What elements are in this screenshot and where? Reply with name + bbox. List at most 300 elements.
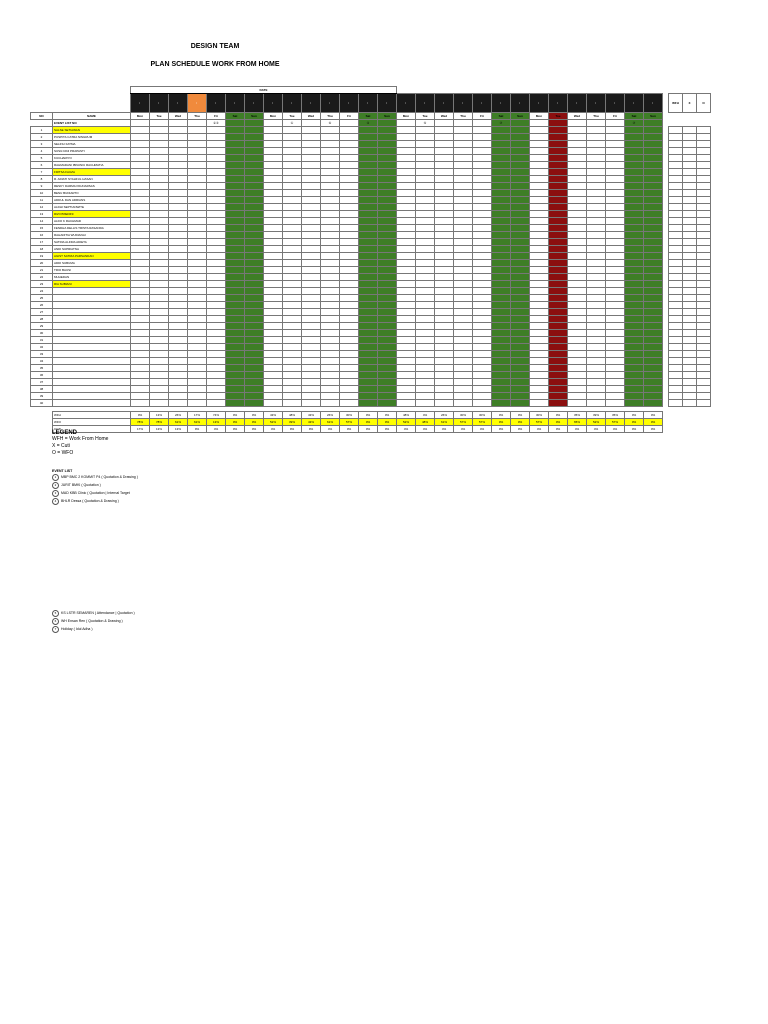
schedule-cell <box>473 141 492 148</box>
schedule-cell <box>207 267 226 274</box>
schedule-cell <box>511 281 530 288</box>
schedule-cell <box>321 288 340 295</box>
stat-cell <box>669 211 683 218</box>
table-cell <box>663 419 711 426</box>
schedule-cell <box>511 218 530 225</box>
stat-cell <box>669 141 683 148</box>
schedule-cell <box>378 358 397 365</box>
schedule-cell <box>359 358 378 365</box>
schedule-cell <box>245 316 264 323</box>
schedule-cell <box>245 323 264 330</box>
schedule-cell <box>511 295 530 302</box>
schedule-cell <box>473 295 492 302</box>
schedule-cell <box>131 365 150 372</box>
schedule-cell <box>169 344 188 351</box>
schedule-cell <box>530 134 549 141</box>
summary-cell: 74% <box>207 412 226 419</box>
summary-cell: 52% <box>264 419 283 426</box>
schedule-cell <box>359 253 378 260</box>
schedule-cell <box>245 211 264 218</box>
schedule-cell <box>568 176 587 183</box>
schedule-cell <box>302 337 321 344</box>
schedule-cell <box>397 141 416 148</box>
schedule-cell <box>473 204 492 211</box>
date-cell: • <box>644 94 663 113</box>
schedule-cell <box>549 232 568 239</box>
schedule-cell <box>283 239 302 246</box>
row-name: FIRTSA FAUZA <box>53 169 131 176</box>
schedule-cell <box>378 267 397 274</box>
schedule-cell <box>568 295 587 302</box>
summary-cell: 57% <box>473 419 492 426</box>
schedule-cell <box>625 211 644 218</box>
event-list-item <box>52 473 138 481</box>
schedule-cell <box>302 358 321 365</box>
date-header-row <box>31 87 711 94</box>
schedule-cell <box>283 358 302 365</box>
row-number: 20 <box>31 260 53 267</box>
schedule-cell <box>150 155 169 162</box>
event-list-item <box>52 617 138 625</box>
schedule-cell <box>188 316 207 323</box>
event-mark-cell: ⑦ <box>625 120 644 127</box>
schedule-cell <box>625 400 644 407</box>
stat-cell <box>683 309 697 316</box>
schedule-cell <box>530 386 549 393</box>
date-cell: • <box>587 94 606 113</box>
schedule-cell <box>454 281 473 288</box>
schedule-cell <box>492 162 511 169</box>
schedule-cell <box>435 344 454 351</box>
schedule-cell <box>416 190 435 197</box>
schedule-cell <box>283 127 302 134</box>
schedule-cell <box>454 162 473 169</box>
schedule-cell <box>587 162 606 169</box>
schedule-cell <box>644 288 663 295</box>
schedule-cell <box>397 183 416 190</box>
schedule-cell <box>226 246 245 253</box>
schedule-cell <box>606 372 625 379</box>
day-name-cell: Thu <box>454 113 473 120</box>
event-mark-cell <box>606 120 625 127</box>
schedule-cell <box>340 344 359 351</box>
schedule-cell <box>245 134 264 141</box>
schedule-cell <box>454 393 473 400</box>
schedule-cell <box>625 127 644 134</box>
date-cell: • <box>226 94 245 113</box>
schedule-cell <box>492 246 511 253</box>
schedule-cell <box>435 232 454 239</box>
schedule-cell <box>245 351 264 358</box>
schedule-cell <box>321 309 340 316</box>
schedule-cell <box>644 337 663 344</box>
schedule-cell <box>435 330 454 337</box>
schedule-cell <box>625 393 644 400</box>
schedule-cell <box>302 169 321 176</box>
stat-cell <box>669 365 683 372</box>
schedule-cell <box>530 141 549 148</box>
schedule-cell <box>226 225 245 232</box>
schedule-cell <box>359 190 378 197</box>
schedule-cell <box>321 316 340 323</box>
schedule-cell <box>549 274 568 281</box>
schedule-cell <box>378 225 397 232</box>
schedule-cell <box>549 141 568 148</box>
day-name-cell: Thu <box>321 113 340 120</box>
summary-row-wfo <box>31 419 711 426</box>
day-name-cell: Wed <box>302 113 321 120</box>
schedule-cell <box>492 190 511 197</box>
date-cell: • <box>511 94 530 113</box>
schedule-cell <box>150 183 169 190</box>
schedule-cell <box>530 197 549 204</box>
schedule-cell <box>169 253 188 260</box>
schedule-cell <box>416 246 435 253</box>
schedule-cell <box>340 197 359 204</box>
summary-cell: 78% <box>150 419 169 426</box>
schedule-cell <box>416 274 435 281</box>
schedule-cell <box>283 232 302 239</box>
schedule-cell <box>283 225 302 232</box>
event-mark-cell <box>264 120 283 127</box>
table-row <box>31 274 711 281</box>
schedule-cell <box>378 141 397 148</box>
schedule-cell <box>416 141 435 148</box>
date-cell: • <box>530 94 549 113</box>
legend-item: O = WFO <box>52 450 74 456</box>
schedule-cell <box>587 148 606 155</box>
schedule-cell <box>226 155 245 162</box>
summary-cell: 61% <box>321 419 340 426</box>
row-name: R. ADIATI SYAHFUL HASAN <box>53 176 131 183</box>
schedule-cell <box>644 365 663 372</box>
schedule-cell <box>150 148 169 155</box>
schedule-cell <box>378 281 397 288</box>
row-name: RESKY DARMA PAUNARSAS <box>53 183 131 190</box>
schedule-cell <box>359 393 378 400</box>
schedule-cell <box>283 288 302 295</box>
stat-cell <box>683 239 697 246</box>
schedule-cell <box>530 246 549 253</box>
schedule-cell <box>511 351 530 358</box>
schedule-cell <box>644 323 663 330</box>
schedule-cell <box>169 155 188 162</box>
schedule-cell <box>492 281 511 288</box>
schedule-cell <box>606 323 625 330</box>
schedule-cell <box>245 183 264 190</box>
summary-cell: 0% <box>549 419 568 426</box>
event-mark-cell <box>340 120 359 127</box>
schedule-cell <box>207 372 226 379</box>
schedule-cell <box>435 127 454 134</box>
schedule-cell <box>416 309 435 316</box>
schedule-cell <box>644 225 663 232</box>
schedule-cell <box>150 372 169 379</box>
circle-number-icon: 3 <box>52 490 59 497</box>
stat-cell <box>669 197 683 204</box>
schedule-cell <box>207 155 226 162</box>
schedule-cell <box>207 162 226 169</box>
table-row <box>31 267 711 274</box>
stat-cell <box>697 344 711 351</box>
summary-cell: 13% <box>150 412 169 419</box>
schedule-cell <box>397 260 416 267</box>
stat-cell <box>683 330 697 337</box>
row-name: BENU BUDIARTO <box>53 190 131 197</box>
schedule-cell <box>359 288 378 295</box>
schedule-cell <box>321 218 340 225</box>
stat-cell <box>669 239 683 246</box>
schedule-cell <box>492 260 511 267</box>
schedule-cell <box>416 316 435 323</box>
schedule-cell <box>644 386 663 393</box>
schedule-cell <box>321 148 340 155</box>
row-number: 23 <box>31 281 53 288</box>
stat-cell <box>669 176 683 183</box>
summary-cell: 4% <box>416 426 435 433</box>
schedule-cell <box>359 400 378 407</box>
stat-cell <box>683 176 697 183</box>
circle-number-icon: 2 <box>52 482 59 489</box>
schedule-cell <box>131 302 150 309</box>
table-row-empty <box>31 386 711 393</box>
schedule-cell <box>606 295 625 302</box>
schedule-cell <box>644 253 663 260</box>
table-cell <box>669 120 683 127</box>
schedule-cell <box>150 274 169 281</box>
schedule-cell <box>454 204 473 211</box>
schedule-cell <box>568 211 587 218</box>
event-mark-cell <box>587 120 606 127</box>
schedule-cell <box>264 393 283 400</box>
schedule-cell <box>321 295 340 302</box>
schedule-cell <box>473 393 492 400</box>
schedule-cell <box>625 176 644 183</box>
event-mark-cell <box>188 120 207 127</box>
schedule-cell <box>188 239 207 246</box>
schedule-cell <box>397 253 416 260</box>
schedule-cell <box>188 127 207 134</box>
schedule-cell <box>245 218 264 225</box>
schedule-cell <box>321 400 340 407</box>
schedule-cell <box>644 239 663 246</box>
schedule-cell <box>131 197 150 204</box>
row-number: 28 <box>31 316 53 323</box>
schedule-cell <box>283 330 302 337</box>
schedule-cell <box>492 295 511 302</box>
day-name-cell: Wed <box>568 113 587 120</box>
summary-cell: 0% <box>625 412 644 419</box>
schedule-cell <box>302 316 321 323</box>
schedule-cell <box>568 246 587 253</box>
schedule-cell <box>226 218 245 225</box>
schedule-cell <box>150 162 169 169</box>
schedule-cell <box>169 176 188 183</box>
day-name-cell: Sun <box>378 113 397 120</box>
schedule-cell <box>226 162 245 169</box>
schedule-cell <box>454 141 473 148</box>
schedule-cell <box>245 169 264 176</box>
schedule-cell <box>245 141 264 148</box>
schedule-cell <box>416 169 435 176</box>
table-row <box>31 260 711 267</box>
schedule-cell <box>340 134 359 141</box>
stat-cell <box>669 204 683 211</box>
schedule-cell <box>435 183 454 190</box>
schedule-cell <box>321 386 340 393</box>
schedule-cell <box>606 302 625 309</box>
schedule-cell <box>378 232 397 239</box>
schedule-cell <box>568 204 587 211</box>
event-mark-cell: ① <box>283 120 302 127</box>
schedule-cell <box>245 197 264 204</box>
stat-cell <box>669 225 683 232</box>
stat-cell <box>669 295 683 302</box>
schedule-cell <box>264 323 283 330</box>
schedule-cell <box>245 337 264 344</box>
stat-header-x: X <box>683 94 697 113</box>
schedule-cell <box>264 204 283 211</box>
schedule-cell <box>644 344 663 351</box>
row-name <box>53 358 131 365</box>
row-name <box>53 330 131 337</box>
schedule-cell <box>435 281 454 288</box>
schedule-cell <box>644 309 663 316</box>
row-name <box>53 379 131 386</box>
table-cell <box>663 426 711 433</box>
day-name-cell: Fri <box>473 113 492 120</box>
schedule-cell <box>359 176 378 183</box>
schedule-cell <box>492 351 511 358</box>
schedule-cell <box>302 155 321 162</box>
schedule-cell <box>416 183 435 190</box>
summary-cell: 0% <box>549 426 568 433</box>
schedule-cell <box>644 358 663 365</box>
table-cell <box>31 426 53 433</box>
schedule-cell <box>302 239 321 246</box>
schedule-cell <box>454 169 473 176</box>
stat-cell <box>683 281 697 288</box>
schedule-cell <box>245 190 264 197</box>
schedule-cell <box>568 141 587 148</box>
schedule-cell <box>264 274 283 281</box>
schedule-cell <box>245 162 264 169</box>
schedule-cell <box>454 365 473 372</box>
schedule-cell <box>568 253 587 260</box>
schedule-cell <box>416 351 435 358</box>
schedule-cell <box>397 386 416 393</box>
schedule-cell <box>283 337 302 344</box>
row-number: 19 <box>31 253 53 260</box>
schedule-cell <box>378 302 397 309</box>
schedule-cell <box>378 155 397 162</box>
schedule-cell <box>226 372 245 379</box>
row-number: 9 <box>31 183 53 190</box>
row-name: PUSPITA CATRA NINGRUM <box>53 134 131 141</box>
stat-cell <box>683 372 697 379</box>
schedule-cell <box>454 274 473 281</box>
schedule-cell <box>473 211 492 218</box>
schedule-cell <box>606 239 625 246</box>
summary-cell: 26% <box>169 412 188 419</box>
event-mark-cell <box>435 120 454 127</box>
summary-cell: 4% <box>397 426 416 433</box>
schedule-cell <box>264 239 283 246</box>
stat-cell <box>669 134 683 141</box>
schedule-cell <box>416 155 435 162</box>
schedule-cell <box>587 330 606 337</box>
schedule-cell <box>169 183 188 190</box>
stat-cell <box>697 386 711 393</box>
schedule-cell <box>283 183 302 190</box>
summary-label: WFH <box>53 412 131 419</box>
schedule-cell <box>226 379 245 386</box>
schedule-cell <box>340 309 359 316</box>
schedule-cell <box>549 351 568 358</box>
schedule-cell <box>549 176 568 183</box>
summary-cell: 61% <box>188 419 207 426</box>
schedule-cell <box>606 155 625 162</box>
schedule-cell <box>188 211 207 218</box>
schedule-cell <box>568 386 587 393</box>
schedule-cell <box>530 281 549 288</box>
schedule-cell <box>321 337 340 344</box>
stat-cell <box>669 372 683 379</box>
stat-cell <box>669 309 683 316</box>
schedule-cell <box>511 246 530 253</box>
schedule-cell <box>264 337 283 344</box>
schedule-cell <box>454 302 473 309</box>
stat-cell <box>683 169 697 176</box>
schedule-cell <box>321 239 340 246</box>
schedule-cell <box>188 386 207 393</box>
summary-cell: 0% <box>511 419 530 426</box>
schedule-cell <box>625 281 644 288</box>
schedule-cell <box>283 260 302 267</box>
table-row-empty <box>31 288 711 295</box>
schedule-cell <box>530 316 549 323</box>
schedule-cell <box>492 148 511 155</box>
schedule-cell <box>207 351 226 358</box>
schedule-cell <box>283 365 302 372</box>
stat-cell <box>683 323 697 330</box>
schedule-cell <box>511 176 530 183</box>
schedule-cell <box>321 344 340 351</box>
schedule-cell <box>226 211 245 218</box>
schedule-cell <box>397 372 416 379</box>
row-number: 3 <box>31 141 53 148</box>
schedule-cell <box>511 393 530 400</box>
row-name <box>53 344 131 351</box>
schedule-cell <box>511 183 530 190</box>
schedule-cell <box>454 344 473 351</box>
schedule-cell <box>207 190 226 197</box>
schedule-cell <box>169 330 188 337</box>
stat-cell <box>669 323 683 330</box>
row-name <box>53 309 131 316</box>
stat-cell <box>683 344 697 351</box>
schedule-cell <box>207 225 226 232</box>
schedule-cell <box>587 225 606 232</box>
schedule-cell <box>150 351 169 358</box>
row-name: MUHEDAN <box>53 274 131 281</box>
summary-cell: 0% <box>378 412 397 419</box>
stat-cell <box>683 148 697 155</box>
schedule-cell <box>473 316 492 323</box>
stat-cell <box>697 141 711 148</box>
day-name-cell: Sun <box>245 113 264 120</box>
schedule-cell <box>131 141 150 148</box>
